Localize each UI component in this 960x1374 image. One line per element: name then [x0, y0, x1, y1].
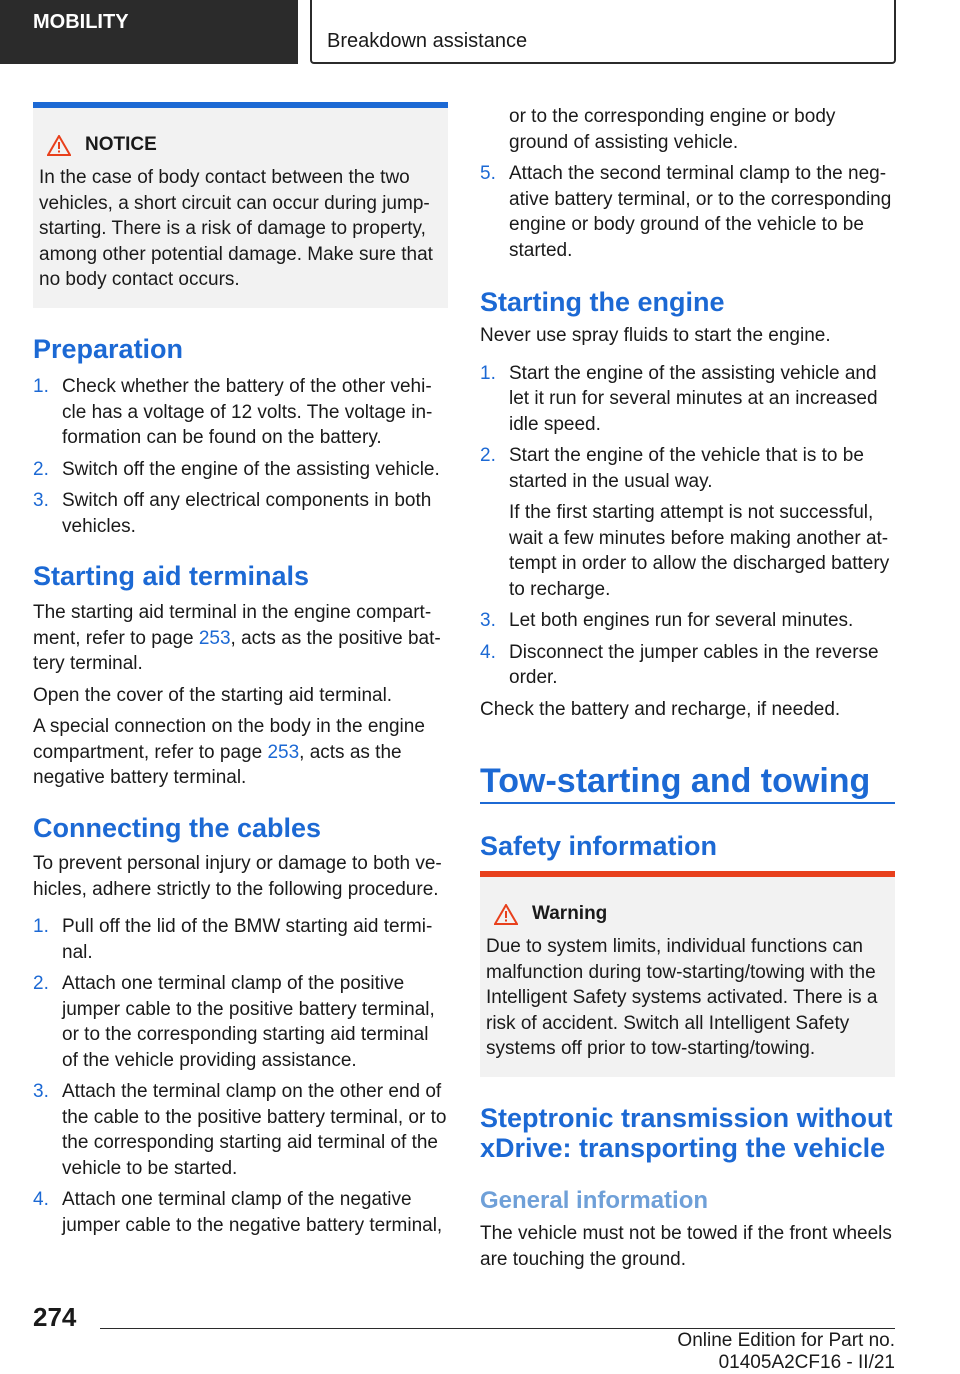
list-number: 4.	[480, 641, 496, 663]
list-item	[33, 1187, 448, 1238]
towing-heading: Tow-starting and towing	[480, 762, 871, 800]
list-number: 2.	[33, 458, 49, 480]
list-number: 3.	[480, 610, 496, 631]
list-item	[33, 1079, 448, 1181]
notice-title: NOTICE	[85, 134, 157, 155]
list-number: 5.	[480, 163, 496, 184]
text-span: , acts as the positive bat-tery terminal.	[33, 627, 441, 674]
terminals-paragraph	[33, 714, 448, 791]
notice-header	[47, 134, 442, 156]
list-item	[480, 500, 895, 602]
warning-text: Due to system limits, individual functions can malfunction during tow-starting/towing with the Intelligent Safety systems activated. There is a risk of accident. Switch all Intelligent Safety systems off prior to tow-starting/towing.	[486, 936, 878, 1059]
list-text: Attach the terminal clamp on the other end of the cable to the positive battery terminal, or to the corresponding starting aid terminal of the vehicle to be started.	[62, 1081, 447, 1179]
terminals-paragraph	[33, 600, 448, 677]
warning-triangle-icon	[494, 904, 518, 925]
list-text: Start the engine of the vehicle that is to be started in the usual way.	[509, 445, 864, 492]
preparation-heading: Preparation	[33, 334, 184, 364]
list-text: or to the corresponding engine or body ground of assisting vehicle.	[509, 106, 836, 153]
warning-header	[494, 903, 889, 925]
list-text: If the first starting attempt is not successful, wait a few minutes before making another at-tempt in order to allow the discharged battery to recharge.	[509, 502, 890, 600]
list-text: Start the engine of the assisting vehicle and let it run for several minutes at an increased idle speed.	[509, 362, 878, 435]
terminals-heading: Starting aid terminals	[33, 561, 310, 591]
connecting-body	[33, 851, 448, 1244]
warning-box	[480, 871, 895, 1077]
list-item	[480, 640, 895, 691]
list-text: Switch off any electrical components in both vehicles.	[62, 490, 432, 537]
page-link[interactable]: 253	[267, 741, 300, 763]
steptronic-heading: Steptronic transmission without xDrive: transporting the vehicle	[480, 1103, 893, 1163]
section-label: MOBILITY	[33, 11, 129, 33]
section-tab	[0, 0, 298, 64]
list-number: 3.	[33, 490, 49, 511]
notice-text: In the case of body contact between the two vehicles, a short circuit can occur during jump-starting. There is a risk of damage to property, among other potential damage. Make sure that no body contact occurs.	[39, 167, 433, 290]
general-heading: General information	[480, 1187, 709, 1214]
list-item	[480, 608, 895, 634]
list-number: 2.	[480, 445, 496, 466]
starting-body	[480, 323, 895, 722]
page-number: 274	[33, 1302, 77, 1332]
text-span: The starting aid terminal in the engine compart-ment, refer to page	[33, 602, 432, 649]
starting-heading: Starting the engine	[480, 287, 725, 317]
starting-outro: Check the battery and recharge, if needed.	[480, 698, 841, 720]
warning-title: Warning	[532, 903, 608, 924]
list-text: Switch off the engine of the assisting vehicle.	[62, 458, 440, 480]
warning-triangle-icon	[47, 135, 71, 156]
text-span: A special connection on the body in the engine compartment, refer to page	[33, 716, 425, 763]
list-text: Attach one terminal clamp of the negative jumper cable to the negative battery terminal,	[62, 1189, 443, 1236]
footer-divider	[100, 1328, 895, 1329]
safety-heading: Safety information	[480, 831, 718, 861]
list-item	[33, 914, 448, 965]
list-number: 1.	[480, 362, 496, 384]
preparation-list	[33, 374, 448, 545]
list-number: 4.	[33, 1189, 49, 1210]
list-number: 2.	[33, 973, 49, 994]
list-item	[33, 488, 448, 539]
list-item	[33, 971, 448, 1073]
list-text: Check whether the battery of the other vehi-cle has a voltage of 12 volts. The voltage in-formation can be found on the battery.	[62, 376, 433, 448]
list-item	[480, 161, 895, 263]
heading-rule	[480, 802, 895, 804]
list-text: Attach the second terminal clamp to the neg-ative battery terminal, or to the corresponding engine or body ground of the vehicle to be started.	[509, 163, 892, 261]
list-number: 1.	[33, 376, 49, 397]
list-number: 1.	[33, 916, 49, 937]
text-span: , acts as the negative battery terminal.	[33, 741, 402, 788]
chapter-title: Breakdown assistance	[310, 0, 896, 64]
list-item	[480, 443, 895, 494]
list-text: Disconnect the jumper cables in the reverse order.	[509, 641, 879, 688]
list-number: 3.	[33, 1081, 49, 1102]
terminals-body	[33, 600, 448, 791]
edition-text: Online Edition for Part no. 01405A2CF16 - II/21	[677, 1330, 895, 1373]
list-item	[33, 457, 448, 483]
list-text: Pull off the lid of the BMW starting aid termi-nal.	[62, 916, 433, 963]
general-text: The vehicle must not be towed if the front wheels are touching the ground.	[480, 1223, 892, 1270]
connecting-continued	[480, 104, 895, 269]
list-item	[480, 361, 895, 438]
notice-box	[33, 102, 448, 308]
terminals-paragraph: Open the cover of the starting aid terminal.	[33, 684, 393, 706]
list-item	[33, 374, 448, 451]
starting-intro: Never use spray fluids to start the engine.	[480, 325, 831, 346]
list-text: Let both engines run for several minutes.	[509, 610, 854, 631]
list-text: Attach one terminal clamp of the positive jumper cable to the positive battery terminal, or to the corresponding starting aid terminal of the vehicle providing assistance.	[62, 973, 435, 1071]
connecting-intro: To prevent personal injury or damage to both ve-hicles, adhere strictly to the following procedure.	[33, 853, 442, 900]
page-link[interactable]: 253	[198, 627, 231, 649]
connecting-heading: Connecting the cables	[33, 813, 322, 843]
